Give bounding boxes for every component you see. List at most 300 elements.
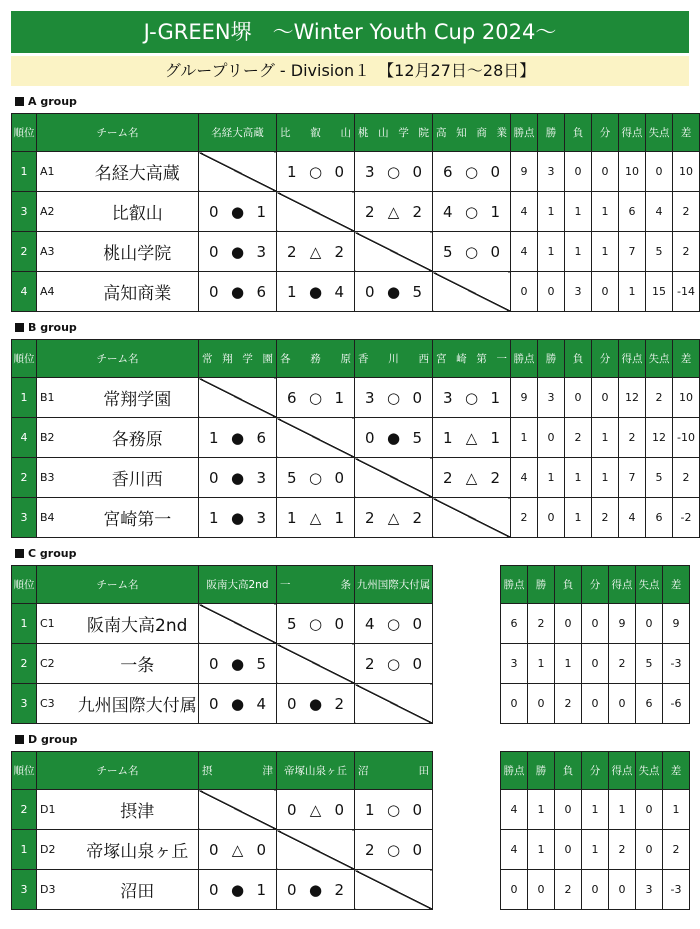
group-label [15, 547, 76, 560]
score-line [199, 203, 276, 221]
team-code: C3 [37, 684, 77, 724]
match-result [433, 378, 511, 418]
self-match-diagonal [277, 192, 355, 232]
rank-cell: 1 [12, 604, 37, 644]
score-for: 2 [443, 468, 453, 487]
result-mark: ● [230, 468, 245, 487]
result-mark: ● [230, 282, 245, 301]
stat-cell: 6 [646, 498, 673, 538]
match-result [199, 830, 277, 870]
result-mark: ○ [464, 162, 479, 181]
match-result [355, 604, 433, 644]
header-team: チーム名 [37, 340, 199, 378]
score-against: 0 [412, 840, 422, 859]
page-title: J-GREEN堺 〜Winter Youth Cup 2024〜 [11, 11, 689, 53]
match-result [433, 418, 511, 458]
stat-cell: 0 [609, 684, 636, 724]
header-char: 比 [280, 127, 291, 139]
result-mark: ● [230, 242, 245, 261]
score-for: 6 [287, 388, 297, 407]
header-opponent [355, 114, 433, 152]
group-table [11, 339, 700, 538]
stat-cell: 1 [663, 790, 690, 830]
match-result [277, 684, 355, 724]
score-for: 5 [287, 468, 297, 487]
stat-cell: 2 [528, 604, 555, 644]
stat-cell: 0 [592, 272, 619, 312]
header-char: 院 [418, 127, 429, 139]
team-code: B3 [37, 458, 77, 498]
header-char: 商 [476, 127, 487, 139]
header-char: 一 [496, 353, 507, 365]
table-row [12, 830, 433, 870]
match-result [355, 644, 433, 684]
stat-cell: 5 [636, 644, 663, 684]
stat-cell: 0 [501, 870, 528, 910]
header-opponent [277, 114, 355, 152]
stat-cell: 2 [673, 232, 700, 272]
header-opponent [199, 752, 277, 790]
score-for: 0 [209, 880, 219, 899]
team-name: 各務原 [77, 418, 199, 458]
stat-cell: 1 [528, 830, 555, 870]
header-opponent [277, 566, 355, 604]
stat-cell: 9 [511, 152, 538, 192]
score-against: 3 [256, 468, 266, 487]
table-row [12, 272, 700, 312]
score-against: 5 [412, 282, 422, 301]
self-match-diagonal [433, 498, 511, 538]
group-label [15, 321, 77, 334]
stat-cell: 6 [501, 604, 528, 644]
match-result [199, 232, 277, 272]
team-code: C2 [37, 644, 77, 684]
stat-cell: 12 [619, 378, 646, 418]
score-line [277, 469, 354, 487]
result-mark: ● [230, 428, 245, 447]
stat-cell: 1 [538, 232, 565, 272]
score-line [277, 801, 354, 819]
header-opponent-label: 名経大高蔵 [211, 127, 264, 139]
score-against: 5 [256, 654, 266, 673]
stat-cell: 1 [592, 458, 619, 498]
match-result [433, 458, 511, 498]
score-line [277, 881, 354, 899]
header-stat: 勝点 [511, 114, 538, 152]
header-char: 田 [418, 765, 429, 777]
match-result [355, 790, 433, 830]
team-name: 帝塚山泉ヶ丘 [77, 830, 199, 870]
result-mark: ○ [464, 202, 479, 221]
result-mark: ● [230, 654, 245, 673]
header-opponent-label [277, 577, 354, 592]
team-name: 沼田 [77, 870, 199, 910]
score-line [277, 283, 354, 301]
match-result [277, 152, 355, 192]
header-char: 学 [242, 353, 253, 365]
score-line [277, 615, 354, 633]
match-result [277, 870, 355, 910]
score-against: 4 [256, 694, 266, 713]
self-match-diagonal [355, 684, 433, 724]
stat-cell: 0 [511, 272, 538, 312]
stat-cell: 2 [619, 418, 646, 458]
result-mark: ● [308, 880, 323, 899]
stat-cell: 0 [636, 830, 663, 870]
header-opponent [355, 566, 433, 604]
stat-cell: 2 [609, 830, 636, 870]
group-table [11, 751, 433, 910]
result-mark: ○ [386, 388, 401, 407]
score-line [277, 163, 354, 181]
self-match-diagonal [355, 458, 433, 498]
header-opponent-label [355, 351, 432, 366]
result-mark: ○ [386, 654, 401, 673]
table-row [12, 418, 700, 458]
score-against: 1 [256, 880, 266, 899]
stat-cell: -3 [663, 870, 690, 910]
stat-cell: 1 [565, 458, 592, 498]
match-result [355, 378, 433, 418]
team-code: A2 [37, 192, 77, 232]
table-row [12, 232, 700, 272]
header-char: 西 [418, 353, 429, 365]
header-rank: 順位 [12, 114, 37, 152]
team-code: A4 [37, 272, 77, 312]
result-mark: △ [387, 202, 400, 221]
score-for: 4 [365, 614, 375, 633]
stat-cell: 0 [565, 152, 592, 192]
stat-cell: 2 [646, 378, 673, 418]
result-mark: ○ [464, 242, 479, 261]
stat-cell: 1 [582, 830, 609, 870]
match-result [277, 232, 355, 272]
header-opponent-label [433, 351, 510, 366]
score-against: 5 [412, 428, 422, 447]
match-result [355, 192, 433, 232]
score-against: 0 [412, 654, 422, 673]
result-mark: ● [230, 202, 245, 221]
result-mark: △ [465, 468, 478, 487]
header-stat: 得点 [609, 752, 636, 790]
score-against: 0 [334, 800, 344, 819]
rank-cell: 2 [12, 644, 37, 684]
result-mark: △ [309, 508, 322, 527]
score-against: 1 [334, 388, 344, 407]
score-for: 0 [209, 654, 219, 673]
group-square-icon [15, 323, 24, 332]
header-opponent-label [199, 763, 276, 778]
score-line [355, 655, 432, 673]
header-char: 各 [280, 353, 291, 365]
stat-cell: 5 [646, 458, 673, 498]
header-char: 原 [340, 353, 351, 365]
stat-cell: 2 [592, 498, 619, 538]
score-for: 1 [443, 428, 453, 447]
result-mark: △ [309, 800, 322, 819]
group-label [15, 95, 77, 108]
header-stat: 勝 [528, 566, 555, 604]
score-line [199, 655, 276, 673]
stat-cell: 0 [528, 870, 555, 910]
match-result [355, 418, 433, 458]
score-line [277, 509, 354, 527]
header-char: 宮 [436, 353, 447, 365]
header-char: 翔 [222, 353, 233, 365]
header-char: 香 [358, 353, 369, 365]
result-mark: ○ [386, 800, 401, 819]
result-mark: ● [308, 282, 323, 301]
header-char: 崎 [456, 353, 467, 365]
result-mark: ○ [386, 840, 401, 859]
stat-cell: 2 [663, 830, 690, 870]
score-line [433, 429, 510, 447]
team-name: 比叡山 [77, 192, 199, 232]
rank-cell: 1 [12, 378, 37, 418]
header-char: 川 [388, 353, 399, 365]
score-against: 2 [334, 880, 344, 899]
stat-cell: 1 [565, 232, 592, 272]
score-for: 2 [365, 840, 375, 859]
score-for: 3 [365, 162, 375, 181]
score-line [355, 801, 432, 819]
header-opponent [355, 340, 433, 378]
stat-cell: -10 [673, 418, 700, 458]
score-for: 0 [209, 840, 219, 859]
score-against: 1 [334, 508, 344, 527]
score-for: 0 [287, 694, 297, 713]
score-against: 0 [334, 468, 344, 487]
stat-cell: 0 [592, 152, 619, 192]
score-against: 1 [490, 202, 500, 221]
stat-cell: 1 [538, 458, 565, 498]
score-line [199, 283, 276, 301]
score-against: 1 [490, 388, 500, 407]
score-against: 0 [334, 162, 344, 181]
score-against: 6 [256, 282, 266, 301]
header-opponent [199, 340, 277, 378]
stat-cell: 0 [555, 830, 582, 870]
match-result [277, 498, 355, 538]
header-stat: 差 [673, 340, 700, 378]
score-for: 1 [365, 800, 375, 819]
score-line [277, 243, 354, 261]
team-name: 九州国際大付属 [77, 684, 199, 724]
header-opponent-label [199, 351, 276, 366]
self-match-diagonal [277, 644, 355, 684]
score-against: 2 [412, 202, 422, 221]
header-rank: 順位 [12, 752, 37, 790]
score-for: 1 [287, 508, 297, 527]
result-mark: △ [309, 242, 322, 261]
table-row [12, 604, 433, 644]
score-for: 2 [287, 242, 297, 261]
header-opponent [199, 566, 277, 604]
header-opponent [199, 114, 277, 152]
score-line [355, 389, 432, 407]
header-stat: 勝 [538, 114, 565, 152]
team-code: B1 [37, 378, 77, 418]
stat-cell: 0 [636, 790, 663, 830]
result-mark: ○ [308, 614, 323, 633]
score-line [199, 469, 276, 487]
match-result [199, 458, 277, 498]
group-label-text: A group [28, 95, 77, 108]
header-opponent [355, 752, 433, 790]
score-for: 3 [443, 388, 453, 407]
result-mark: ● [386, 428, 401, 447]
team-code: C1 [37, 604, 77, 644]
score-line [277, 389, 354, 407]
header-team: チーム名 [37, 752, 199, 790]
stat-cell: 0 [646, 152, 673, 192]
score-for: 1 [209, 428, 219, 447]
stat-cell: 4 [646, 192, 673, 232]
header-stat: 失点 [636, 752, 663, 790]
header-char: 一 [280, 579, 291, 591]
stat-cell: 2 [673, 458, 700, 498]
table-row [12, 152, 700, 192]
table-row [501, 604, 690, 644]
stat-cell: 1 [619, 272, 646, 312]
score-for: 0 [287, 880, 297, 899]
stat-cell: 1 [528, 644, 555, 684]
stat-cell: 1 [528, 790, 555, 830]
score-for: 1 [287, 282, 297, 301]
table-row [12, 644, 433, 684]
header-char: 業 [496, 127, 507, 139]
stat-cell: 0 [609, 870, 636, 910]
stat-cell: 3 [565, 272, 592, 312]
match-result [355, 152, 433, 192]
rank-cell: 3 [12, 684, 37, 724]
stats-table [500, 565, 690, 724]
score-for: 5 [287, 614, 297, 633]
header-char: 高 [436, 127, 447, 139]
match-result [277, 378, 355, 418]
result-mark: △ [387, 508, 400, 527]
self-match-diagonal [199, 152, 277, 192]
score-against: 1 [490, 428, 500, 447]
group-square-icon [15, 735, 24, 744]
result-mark: ○ [308, 388, 323, 407]
header-stat: 負 [565, 340, 592, 378]
team-name: 宮崎第一 [77, 498, 199, 538]
stat-cell: 1 [565, 498, 592, 538]
header-stat: 分 [582, 566, 609, 604]
header-stat: 失点 [646, 340, 673, 378]
score-against: 0 [412, 800, 422, 819]
stat-cell: 1 [511, 418, 538, 458]
self-match-diagonal [277, 830, 355, 870]
team-code: D3 [37, 870, 77, 910]
match-result [199, 192, 277, 232]
header-stat: 分 [592, 340, 619, 378]
header-opponent [277, 752, 355, 790]
score-against: 2 [490, 468, 500, 487]
group-label [15, 733, 78, 746]
score-against: 0 [412, 162, 422, 181]
stat-cell: 10 [619, 152, 646, 192]
table-row [501, 644, 690, 684]
stat-cell: 0 [528, 684, 555, 724]
group-label-text: D group [28, 733, 78, 746]
result-mark: ○ [464, 388, 479, 407]
self-match-diagonal [355, 870, 433, 910]
header-team: チーム名 [37, 114, 199, 152]
score-for: 0 [365, 282, 375, 301]
score-against: 0 [412, 614, 422, 633]
result-mark: ● [230, 880, 245, 899]
result-mark: ○ [386, 614, 401, 633]
stat-cell: 0 [582, 684, 609, 724]
table-row [12, 684, 433, 724]
header-opponent-label: 阪南大高2nd [206, 579, 269, 591]
stat-cell: 2 [555, 684, 582, 724]
stat-cell: 1 [582, 790, 609, 830]
stat-cell: 3 [538, 378, 565, 418]
match-result [355, 272, 433, 312]
header-stat: 得点 [609, 566, 636, 604]
table-row [501, 870, 690, 910]
stat-cell: 4 [501, 830, 528, 870]
score-against: 3 [256, 242, 266, 261]
self-match-diagonal [199, 790, 277, 830]
stat-cell: 2 [555, 870, 582, 910]
stat-cell: 3 [501, 644, 528, 684]
result-mark: ● [386, 282, 401, 301]
score-against: 6 [256, 428, 266, 447]
match-result [277, 458, 355, 498]
header-char: 第 [476, 353, 487, 365]
rank-cell: 3 [12, 498, 37, 538]
stat-cell: 0 [582, 604, 609, 644]
score-line [355, 283, 432, 301]
score-line [433, 203, 510, 221]
header-stat: 勝点 [501, 566, 528, 604]
rank-cell: 1 [12, 152, 37, 192]
table-row [12, 378, 700, 418]
stats-table [500, 751, 690, 910]
score-line [433, 389, 510, 407]
stat-cell: 1 [592, 418, 619, 458]
score-for: 2 [365, 508, 375, 527]
header-char: 学 [398, 127, 409, 139]
result-mark: ○ [308, 468, 323, 487]
stat-cell: 0 [555, 790, 582, 830]
stat-cell: 0 [582, 870, 609, 910]
header-char: 常 [202, 353, 213, 365]
team-name: 香川西 [77, 458, 199, 498]
table-row [12, 870, 433, 910]
table-row [501, 830, 690, 870]
stat-cell: 9 [609, 604, 636, 644]
stat-cell: 4 [511, 458, 538, 498]
header-char: 桃 [358, 127, 369, 139]
team-name: 常翔学園 [77, 378, 199, 418]
header-opponent-label [277, 125, 354, 140]
header-stat: 失点 [646, 114, 673, 152]
match-result [199, 418, 277, 458]
header-char: 摂 [202, 765, 213, 777]
stat-cell: 2 [511, 498, 538, 538]
table-row [12, 458, 700, 498]
score-line [199, 841, 276, 859]
score-against: 3 [256, 508, 266, 527]
match-result [199, 684, 277, 724]
stat-cell: 10 [673, 152, 700, 192]
header-char: 条 [340, 579, 351, 591]
